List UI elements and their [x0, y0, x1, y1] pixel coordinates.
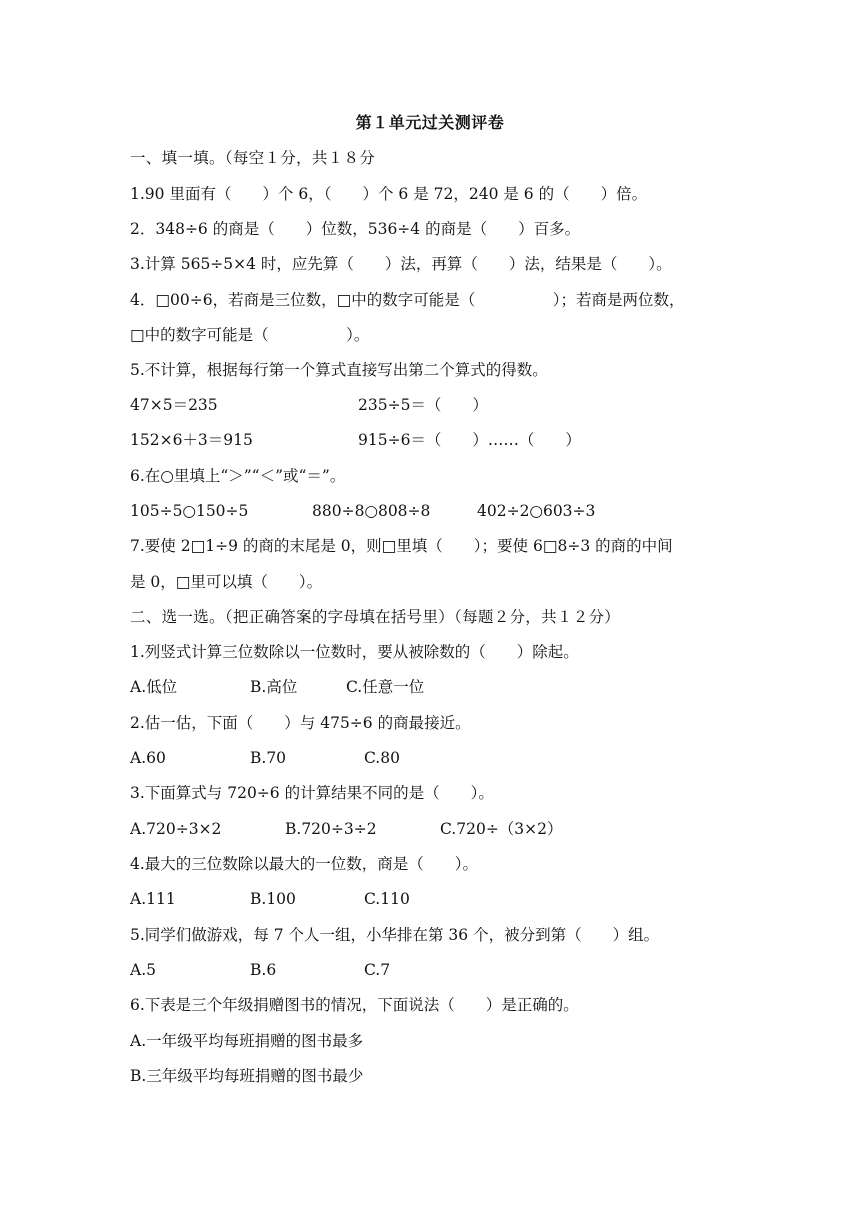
s1-question-1: 1.90 里面有（ ）个 6，（ ）个 6 是 72，240 是 6 的（ ）倍。 [130, 185, 648, 203]
s2-q1-option-b: B.高位 [250, 678, 298, 696]
s2-q2-option-a: A.60 [130, 749, 166, 767]
s2-q4-option-a: A.111 [130, 890, 176, 908]
s2-question-1: 1.列竖式计算三位数除以一位数时，要从被除数的（ ）除起。 [130, 643, 579, 661]
s2-q5-option-a: A.5 [130, 961, 156, 979]
s2-q3-option-c: C.720÷（3×2） [440, 820, 563, 838]
s2-q6-option-a: A.一年级平均每班捐赠的图书最多 [130, 1032, 364, 1050]
s2-q3-option-a: A.720÷3×2 [130, 820, 222, 838]
s2-q1-option-a: A.低位 [130, 678, 178, 696]
s1-q6-compare-a: 105÷5○150÷5 [130, 502, 249, 520]
s1-question-4-line2: □中的数字可能是（ ）。 [130, 326, 370, 344]
s2-q6-option-b: B.三年级平均每班捐赠的图书最少 [130, 1067, 364, 1085]
section2-heading: 二、选一选。（把正确答案的字母填在括号里）（每题２分，共１２分） [130, 608, 621, 626]
s1-question-7-line1: 7.要使 2□1÷9 的商的末尾是 0，则□里填（ ）；要使 6□8÷3 的商的中间 [130, 537, 673, 555]
s1-q5-row2-left: 152×6＋3＝915 [130, 431, 253, 449]
s1-q5-row1-right: 235÷5＝（ ） [358, 396, 488, 414]
s2-question-6: 6.下表是三个年级捐赠图书的情况，下面说法（ ）是正确的。 [130, 996, 579, 1014]
s2-question-4: 4.最大的三位数除以最大的一位数，商是（ ）。 [130, 855, 479, 873]
s1-q5-row2-right: 915÷6＝（ ）……（ ） [358, 431, 581, 449]
s1-question-4-line1: 4．□00÷6，若商是三位数，□中的数字可能是（ ）；若商是两位数， [130, 291, 685, 309]
s1-question-6: 6.在○里填上“＞”“＜”或“＝”。 [130, 467, 346, 485]
s1-question-2: 2．348÷6 的商是（ ）位数，536÷4 的商是（ ）百多。 [130, 220, 581, 238]
section1-heading: 一、填一填。（每空１分，共１８分 [130, 149, 376, 167]
s2-q1-option-c: C.任意一位 [346, 678, 425, 696]
exam-title: 第１单元过关测评卷 [355, 113, 505, 132]
s2-q4-option-b: B.100 [250, 890, 296, 908]
s1-question-3: 3.计算 565÷5×4 时，应先算（ ）法，再算（ ）法，结果是（ ）。 [130, 255, 672, 273]
s2-q5-option-b: B.6 [250, 961, 277, 979]
s1-question-7-line2: 是 0，□里可以填（ ）。 [130, 573, 323, 591]
s1-question-5: 5.不计算，根据每行第一个算式直接写出第二个算式的得数。 [130, 361, 548, 379]
s2-question-5: 5.同学们做游戏，每 7 个人一组，小华排在第 36 个，被分到第（ ）组。 [130, 926, 660, 944]
s2-q4-option-c: C.110 [364, 890, 410, 908]
s2-q5-option-c: C.7 [364, 961, 391, 979]
s2-q2-option-b: B.70 [250, 749, 287, 767]
s2-q3-option-b: B.720÷3÷2 [285, 820, 377, 838]
s2-question-2: 2.估一估，下面（ ）与 475÷6 的商最接近。 [130, 714, 471, 732]
s1-q5-row1-left: 47×5＝235 [130, 396, 218, 414]
s1-q6-compare-b: 880÷8○808÷8 [312, 502, 431, 520]
s1-q6-compare-c: 402÷2○603÷3 [477, 502, 596, 520]
s2-q2-option-c: C.80 [364, 749, 400, 767]
s2-question-3: 3.下面算式与 720÷6 的计算结果不同的是（ ）。 [130, 784, 494, 802]
